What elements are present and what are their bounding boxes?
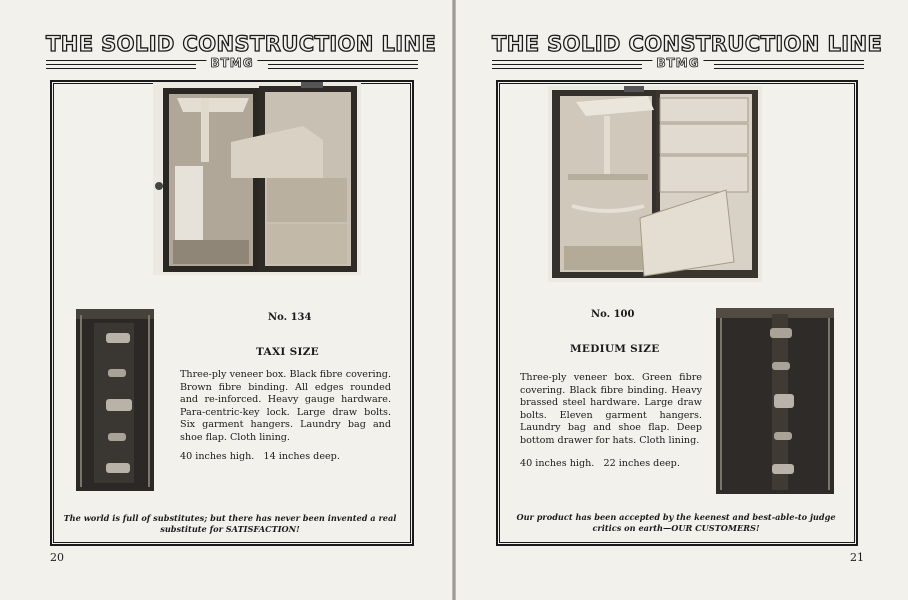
footer-slogan-line: critics on earth—OUR CUSTOMERS!	[592, 523, 760, 533]
closed-trunk-photo	[72, 303, 160, 493]
catalog-page-left	[0, 0, 452, 600]
footer-slogan-line: Our product has been accepted by the keenest and best-able-to judge	[516, 512, 836, 522]
footer-slogan-line: substitute for SATISFACTION!	[160, 524, 300, 534]
product-dimensions: 40 inches high. 22 inches deep.	[520, 458, 680, 469]
page-number: 21	[850, 551, 864, 564]
catalog-page-right	[456, 0, 908, 600]
footer-slogan	[506, 512, 846, 534]
brand-logo: BTMG	[652, 56, 703, 70]
product-description: Three-ply veneer box. Green fibre covering. Black fibre binding. Heavy brassed steel hardware. Large draw bolts. Eleven garment hangers. Laundry bag and shoe flap. Deep bottom drawer for hats. Cloth lining.	[520, 372, 702, 446]
footer-slogan	[60, 513, 400, 535]
product-dimensions: 40 inches high. 14 inches deep.	[180, 451, 340, 462]
brand-logo: BTMG	[206, 56, 257, 70]
page-header	[46, 30, 437, 74]
model-number: No. 134	[268, 312, 312, 323]
header-rules	[46, 58, 418, 74]
header-rules	[492, 58, 864, 74]
model-number: No. 100	[591, 309, 635, 320]
open-trunk-photo	[548, 86, 762, 282]
page-number: 20	[50, 551, 64, 564]
size-title: TAXI SIZE	[256, 346, 319, 358]
product-description: Three-ply veneer box. Black fibre covering. Brown fibre binding. All edges rounded and re-inforced. Heavy gauge hardware. Para-centric-key lock. Large draw bolts. Six garment hangers. Laundry bag and shoe flap. Cloth lining.	[180, 369, 391, 443]
footer-slogan-line: The world is full of substitutes; but there has never been invented a real	[63, 513, 397, 523]
closed-trunk-photo	[714, 306, 838, 496]
header-title: THE SOLID CONSTRUCTION LINE	[492, 32, 883, 56]
page-header	[492, 30, 883, 74]
header-title: THE SOLID CONSTRUCTION LINE	[46, 32, 437, 56]
size-title: MEDIUM SIZE	[570, 343, 660, 355]
open-trunk-photo	[153, 82, 361, 275]
